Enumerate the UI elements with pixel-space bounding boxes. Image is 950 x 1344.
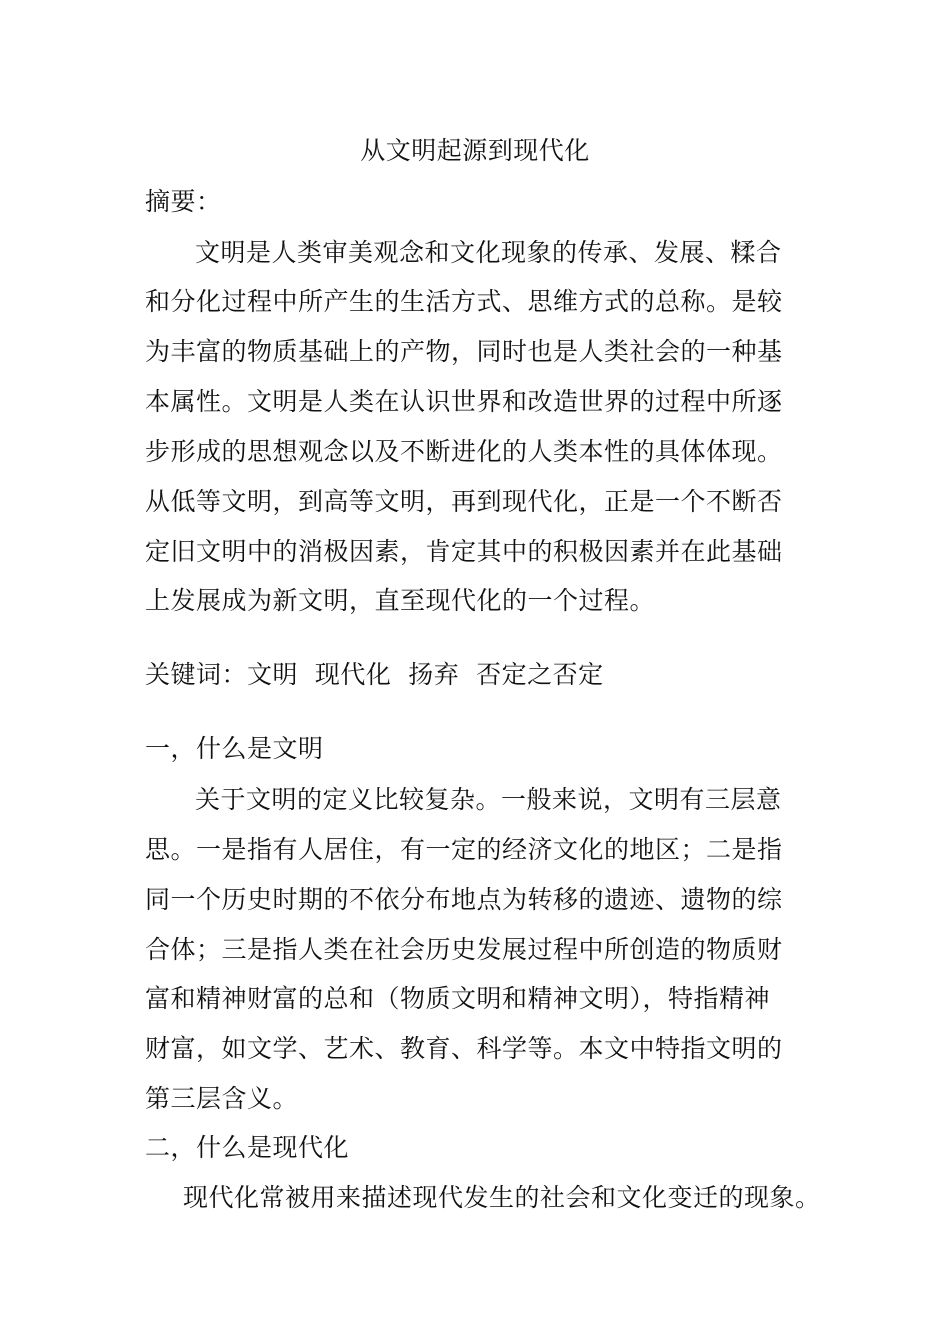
- section2-heading: 二，什么是现代化: [145, 1133, 350, 1162]
- abstract-line-5: 步形成的思想观念以及不断进化的人类本性的具体体现。: [145, 437, 783, 466]
- section1-line-1: 关于文明的定义比较复杂。一般来说，文明有三层意: [195, 785, 782, 814]
- abstract-line-7: 定旧文明中的消极因素，肯定其中的积极因素并在此基础: [145, 537, 783, 566]
- section1-heading: 一，什么是文明: [145, 734, 324, 763]
- abstract-line-8: 上发展成为新文明，直至现代化的一个过程。: [145, 586, 656, 615]
- section1-line-3: 同一个历史时期的不依分布地点为转移的遗迹、遗物的综: [145, 885, 783, 914]
- abstract-line-6: 从低等文明，到高等文明，再到现代化，正是一个不断否: [145, 487, 783, 516]
- abstract-label: 摘要：: [145, 187, 222, 216]
- abstract-line-1: 文明是人类审美观念和文化现象的传承、发展、糅合: [195, 238, 782, 267]
- section1-line-4: 合体；三是指人类在社会历史发展过程中所创造的物质财: [145, 935, 783, 964]
- section1-line-5: 富和精神财富的总和（物质文明和精神文明），特指精神: [145, 984, 771, 1013]
- section2-line-1: 现代化常被用来描述现代发生的社会和文化变迁的现象。: [183, 1183, 821, 1212]
- abstract-line-3: 为丰富的物质基础上的产物，同时也是人类社会的一种基: [145, 337, 783, 366]
- section1-line-7: 第三层含义。: [145, 1084, 299, 1113]
- section1-line-2: 思。一是指有人居住，有一定的经济文化的地区；二是指: [145, 835, 783, 864]
- abstract-line-2: 和分化过程中所产生的生活方式、思维方式的总称。是较: [145, 287, 783, 316]
- document-title: 从文明起源到现代化: [360, 136, 590, 165]
- abstract-line-4: 本属性。文明是人类在认识世界和改造世界的过程中所逐: [145, 387, 783, 416]
- section1-line-6: 财富，如文学、艺术、教育、科学等。本文中特指文明的: [145, 1034, 783, 1063]
- keywords-line: 关键词：文明 现代化 扬弃 否定之否定: [145, 660, 604, 689]
